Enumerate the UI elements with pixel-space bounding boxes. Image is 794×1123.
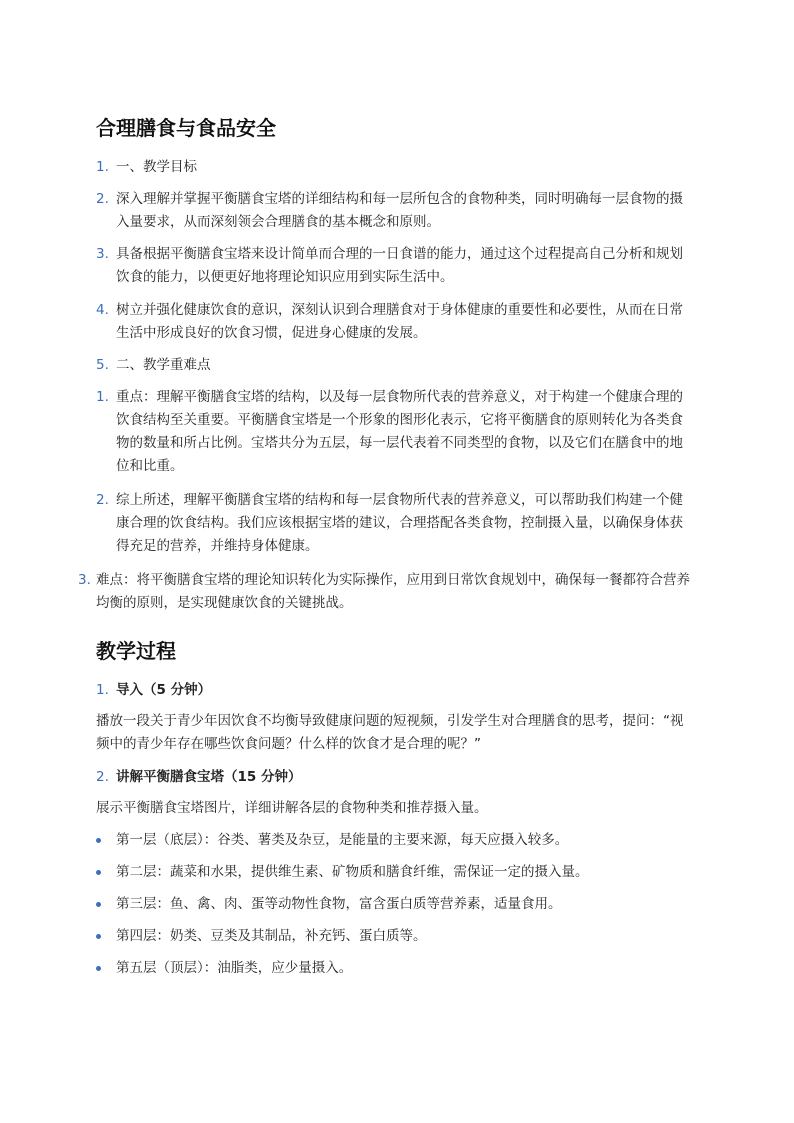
- bullet-item: [96, 829, 696, 852]
- list-text: 难点：将平衡膳食宝塔的理论知识转化为实际操作，应用到日常饮食规划中，确保每一餐都符合营养均衡的原则，是实现健康饮食的关键挑战。: [96, 572, 690, 611]
- list-number: 3.: [96, 246, 109, 262]
- list-number: 1.: [96, 682, 109, 698]
- bullet-dot-icon: [96, 870, 101, 875]
- bullet-text: 第二层：蔬菜和水果，提供维生素、矿物质和膳食纤维，需保证一定的摄入量。: [116, 864, 589, 880]
- list-text: 具备根据平衡膳食宝塔来设计简单而合理的一日食谱的能力，通过这个过程提高自己分析和规划饮食的能力，以便更好地将理论知识应用到实际生活中。: [116, 246, 683, 285]
- bullet-item: [96, 957, 696, 980]
- paragraph: 展示平衡膳食宝塔图片，详细讲解各层的食物种类和推荐摄入量。: [96, 800, 488, 816]
- list-number: 1.: [96, 389, 109, 405]
- list-text: 二、教学重难点: [116, 357, 211, 373]
- list-text: 深入理解并掌握平衡膳食宝塔的详细结构和每一层所包含的食物种类，同时明确每一层食物的摄入量要求，从而深刻领会合理膳食的基本概念和原则。: [116, 191, 683, 230]
- list-number: 2.: [96, 492, 109, 508]
- step-heading: [96, 766, 696, 789]
- section-title: 教学过程: [96, 639, 176, 663]
- step-heading: [96, 679, 696, 702]
- bullet-item: [96, 893, 696, 916]
- bullet-dot-icon: [96, 902, 101, 907]
- bullet-text: 第三层：鱼、禽、肉、蛋等动物性食物，富含蛋白质等营养素，适量食用。: [116, 896, 562, 912]
- bullet-text: 第四层：奶类、豆类及其制品，补充钙、蛋白质等。: [116, 928, 427, 944]
- list-text: 一、教学目标: [116, 159, 197, 175]
- list-number: 3.: [78, 572, 91, 588]
- list-number: 2.: [96, 191, 109, 207]
- step-label: 讲解平衡膳食宝塔（15 分钟）: [116, 769, 302, 785]
- list-item: [78, 569, 698, 615]
- list-item: [96, 188, 696, 234]
- bullet-text: 第五层（顶层）：油脂类，应少量摄入。: [116, 960, 353, 976]
- bullet-text: 第一层（底层）：谷类、薯类及杂豆，是能量的主要来源，每天应摄入较多。: [116, 832, 569, 848]
- list-item: [96, 299, 696, 345]
- bullet-dot-icon: [96, 838, 101, 843]
- bullet-dot-icon: [96, 966, 101, 971]
- list-text: 重点：理解平衡膳食宝塔的结构，以及每一层食物所代表的营养意义，对于构建一个健康合理的饮食结构至关重要。平衡膳食宝塔是一个形象的图形化表示，它将平衡膳食的原则转化为各类食物的数量和所占比例。宝塔共分为五层，每一层代表着不同类型的食物，以及它们在膳食中的地位和比重。: [116, 389, 683, 474]
- list-number: 1.: [96, 159, 109, 175]
- list-item: [96, 386, 696, 478]
- section-title: 合理膳食与食品安全: [96, 116, 276, 140]
- bullet-item: [96, 861, 696, 884]
- list-number: 5.: [96, 357, 109, 373]
- list-item: [96, 354, 696, 377]
- list-number: 4.: [96, 302, 109, 318]
- bullet-dot-icon: [96, 934, 101, 939]
- list-item: [96, 489, 696, 558]
- bullet-item: [96, 925, 696, 948]
- paragraph: 播放一段关于青少年因饮食不均衡导致健康问题的短视频，引发学生对合理膳食的思考，提问：“视频中的青少年存在哪些饮食问题？什么样的饮食才是合理的呢？”: [96, 713, 684, 752]
- list-text: 综上所述，理解平衡膳食宝塔的结构和每一层食物所代表的营养意义，可以帮助我们构建一个健康合理的饮食结构。我们应该根据宝塔的建议，合理搭配各类食物，控制摄入量，以确保身体获得充足的营养，并维持身体健康。: [116, 492, 683, 554]
- list-item: [96, 156, 696, 179]
- list-number: 2.: [96, 769, 109, 785]
- list-text: 树立并强化健康饮食的意识，深刻认识到合理膳食对于身体健康的重要性和必要性，从而在日常生活中形成良好的饮食习惯，促进身心健康的发展。: [116, 302, 683, 341]
- step-label: 导入（5 分钟）: [116, 682, 212, 698]
- list-item: [96, 243, 696, 289]
